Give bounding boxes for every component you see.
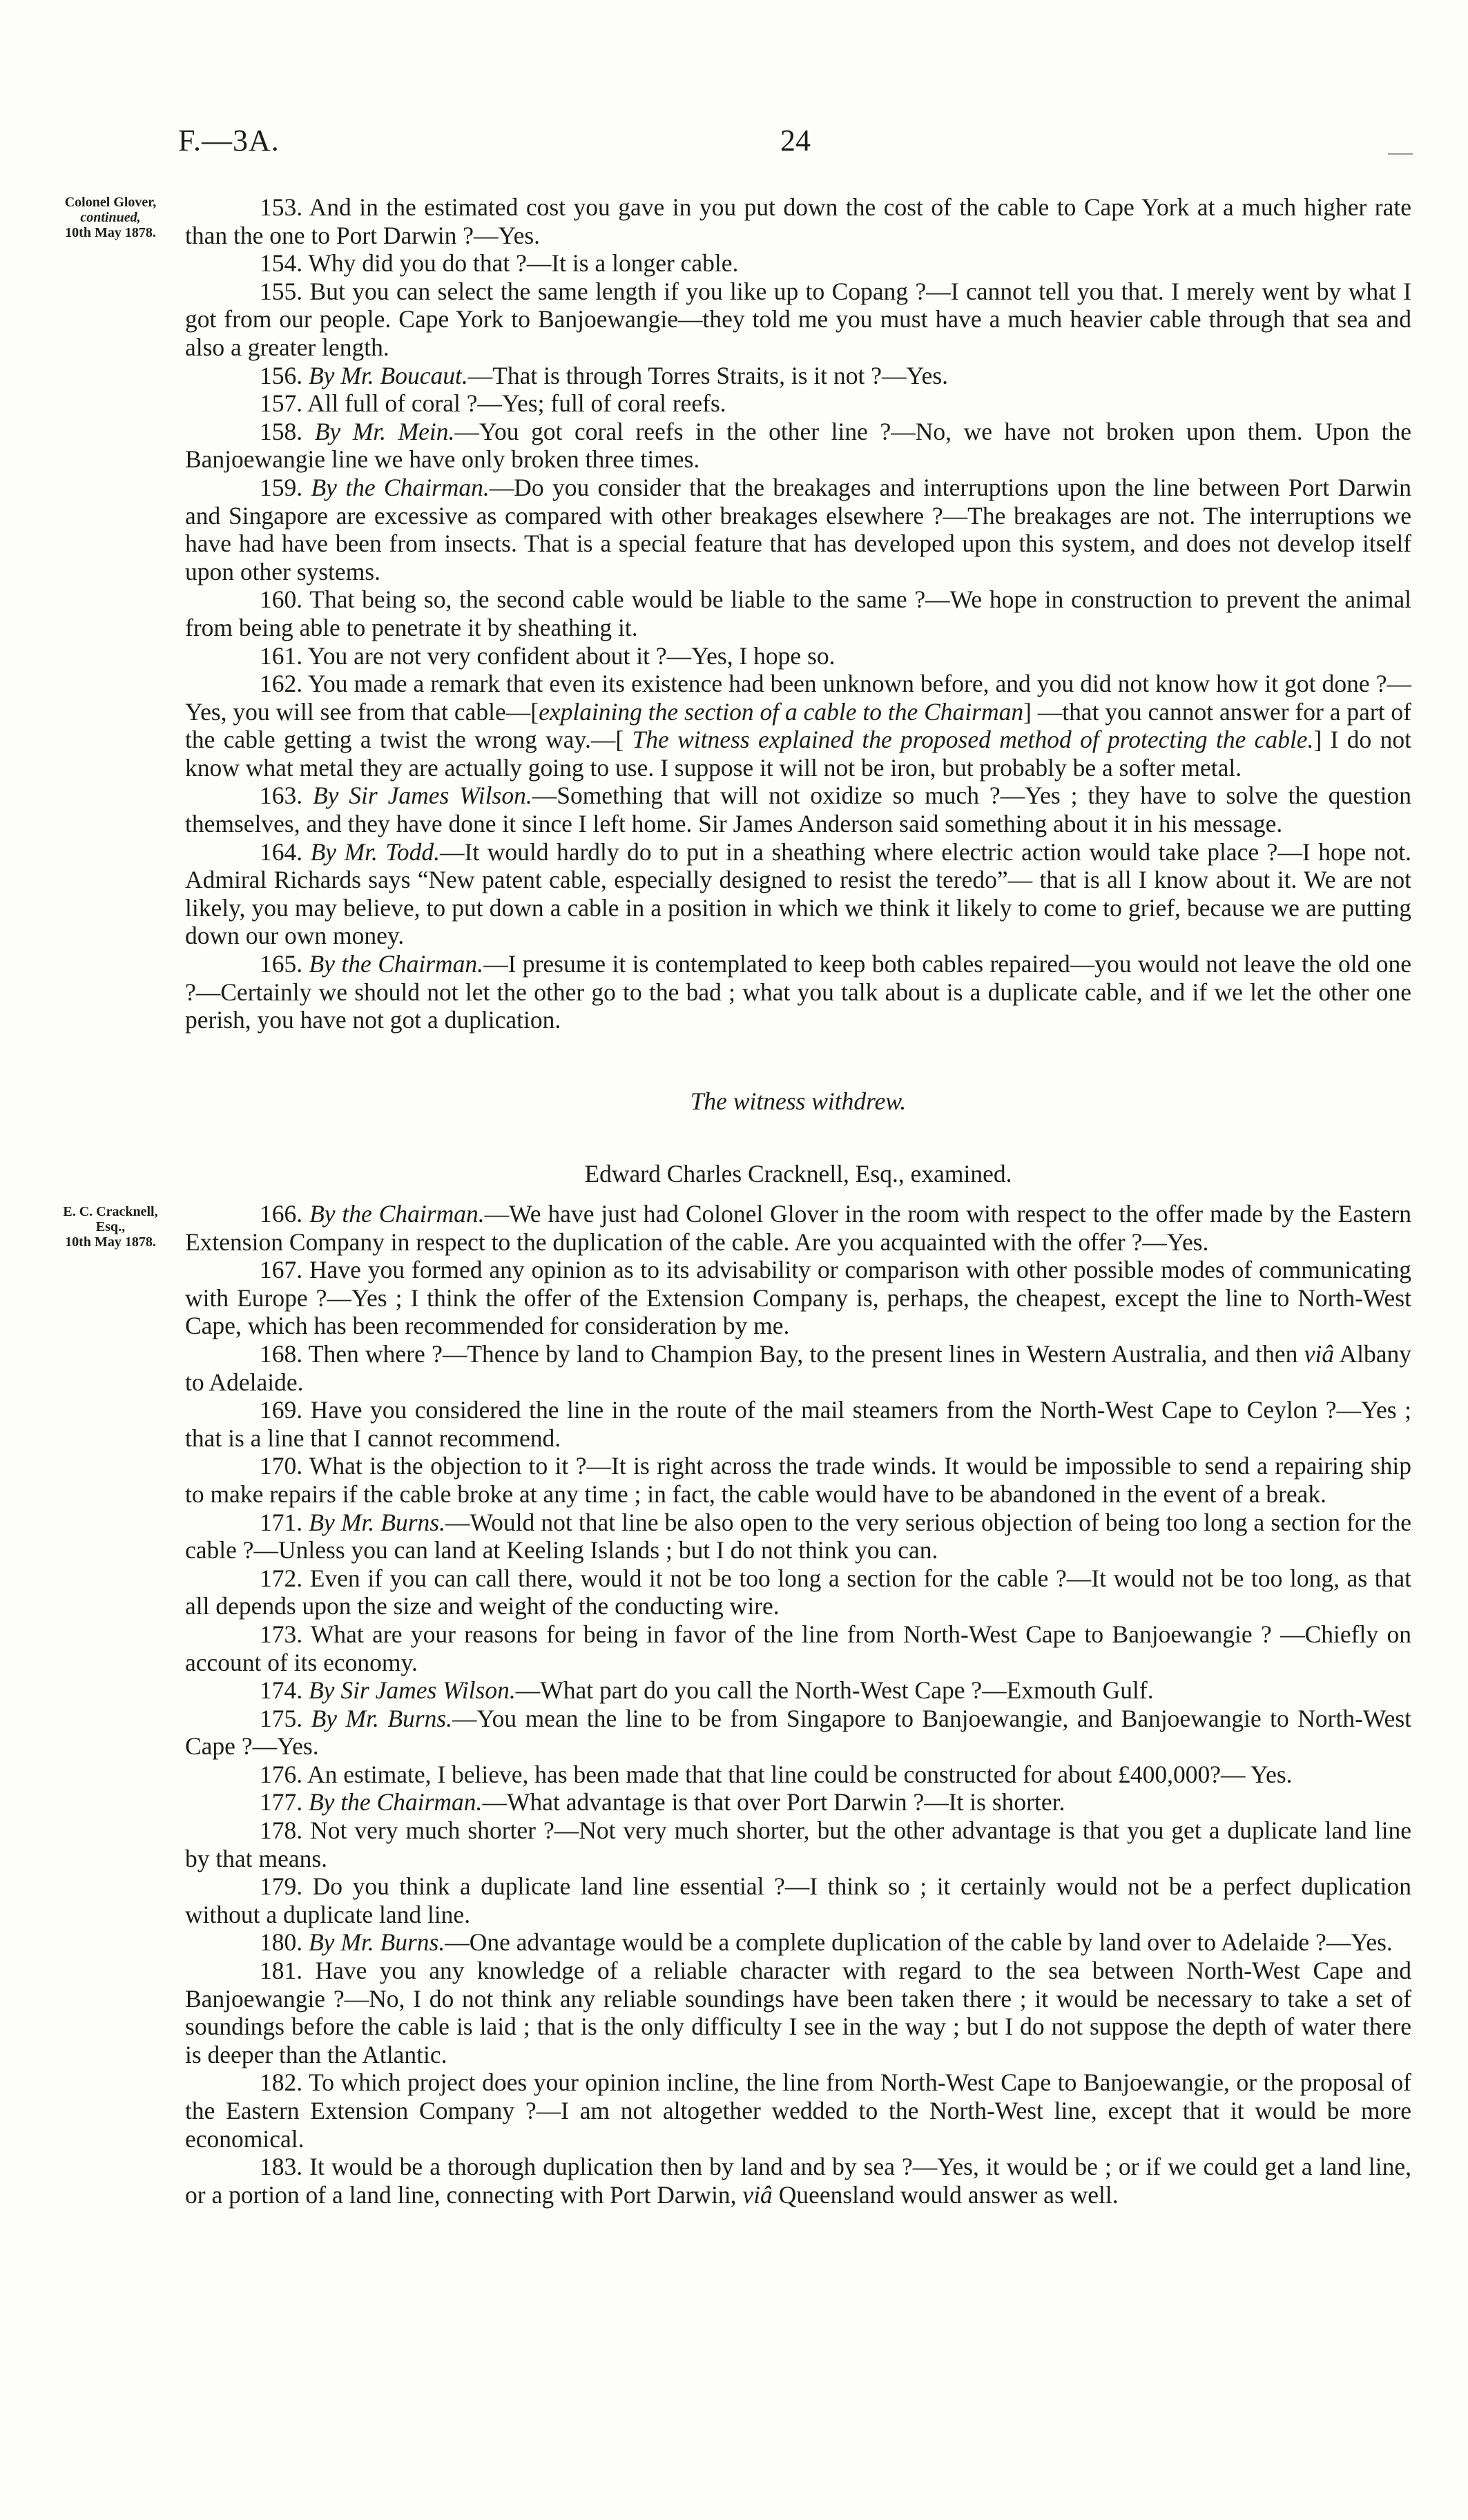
margin-note-name: E. C. Cracknell, (63, 1204, 158, 1219)
testimony-paragraph-p177: 177. By the Chairman.—What advantage is that over Port Darwin ?—It is shorter. (260, 1788, 1065, 1816)
testimony-paragraph-p158: 158. By Mr. Mein.—You got coral reefs in the other line ?—No, we have not broken upon them. Upon the Banjoewangie line we have only broken three times. (185, 417, 1411, 474)
testimony-paragraph-p153: 153. And in the estimated cost you gave in you put down the cost of the cable to Cape York at a much higher rate than the one to Port Darwin ?—Yes. (185, 193, 1411, 249)
testimony-paragraph-p167: 167. Have you formed any opinion as to its advisability or comparison with other possible modes of communicating with Europe ?—Yes ; I think the offer of the Extension Company is, perhaps, the cheapest, except the line to North-West Cape, which has been recommended for consideration by me. (185, 1256, 1411, 1340)
testimony-paragraph-p156: 156. By Mr. Boucaut.—That is through Torres Straits, is it not ?—Yes. (260, 361, 949, 389)
page-number: 24 (780, 124, 811, 157)
page-series-label: F.—3A. (178, 124, 280, 157)
testimony-paragraph-p180: 180. By Mr. Burns.—One advantage would be a complete duplication of the cable by land over to Adelaide ?—Yes. (260, 1928, 1393, 1957)
testimony-paragraph-p160: 160. That being so, the second cable would be liable to the same ?—We hope in construction to prevent the animal from being able to penetrate it by sheathing it. (185, 585, 1411, 641)
testimony-paragraph-p163: 163. By Sir James Wilson.—Something that will not oxidize so much ?—Yes ; they have to solve the question themselves, and they have done it since I left home. Sir James Anderson said something about it in his message. (185, 782, 1411, 838)
testimony-paragraph-p161: 161. You are not very confident about it ?—Yes, I hope so. (260, 641, 836, 670)
testimony-paragraph-p174: 174. By Sir James Wilson.—What part do you call the North-West Cape ?—Exmouth Gulf. (260, 1676, 1154, 1705)
testimony-paragraph-p176: 176. An estimate, I believe, has been made that that line could be constructed for about £400,000?— Yes. (260, 1760, 1293, 1788)
margin-note-date: 10th May 1878. (65, 1234, 156, 1250)
testimony-paragraph-p165: 165. By the Chairman.—I presume it is contemplated to keep both cables repaired—you would not leave the old one ?—Certainly we should not let the other go to the bad ; what you talk about is a duplicate cable, and if we let the other one perish, you have not got a duplication. (185, 950, 1411, 1034)
testimony-paragraph-p155: 155. But you can select the same length if you like up to Copang ?—I cannot tell you that. I merely went by what I got from our people. Cape York to Banjoewangie—they told me you must have a much heavier cable through that sea and also a greater length. (185, 277, 1411, 361)
testimony-section-glover (185, 193, 1411, 1034)
testimony-paragraph-p168: 168. Then where ?—Thence by land to Champion Bay, to the present lines in Western Australia, and then viâ Albany to Adelaide. (185, 1339, 1411, 1396)
margin-note-name: Colonel Glover, (64, 195, 157, 210)
margin-note-glover (41, 195, 180, 240)
testimony-paragraph-p175: 175. By Mr. Burns.—You mean the line to be from Singapore to Banjoewangie, and Banjoewangie to North-West Cape ?—Yes. (185, 1704, 1411, 1761)
testimony-paragraph-p178: 178. Not very much shorter ?—Not very much shorter, but the other advantage is that you get a duplicate land line by that means. (185, 1816, 1411, 1872)
testimony-paragraph-p154: 154. Why did you do that ?—It is a longer cable. (260, 249, 739, 278)
margin-note-esq: Esq., (95, 1219, 126, 1234)
testimony-paragraph-p173: 173. What are your reasons for being in favor of the line from North-West Cape to Banjoewangie ? —Chiefly on account of its economy. (185, 1620, 1411, 1676)
withdrew-note-block (185, 1087, 1411, 1116)
testimony-paragraph-p171: 171. By Mr. Burns.—Would not that line be also open to the very serious objection of being too long a section for the cable ?—Unless you can land at Keeling Islands ; but I do not think you can. (185, 1508, 1412, 1564)
testimony-paragraph-p164: 164. By Mr. Todd.—It would hardly do to put in a sheathing where electric action would take place ?—I hope not. Admiral Richards says “New patent cable, especially designed to resist the teredo”— that is all I know about it. We are not likely, you may believe, to put down a cable in a position in which we think it likely to come to grief, because we are putting down our own money. (185, 837, 1411, 950)
witness-examined-heading: Edward Charles Cracknell, Esq., examined. (584, 1160, 1012, 1188)
witness-withdrew: The witness withdrew. (690, 1087, 907, 1115)
testimony-paragraph-p172: 172. Even if you can call there, would it not be too long a section for the cable ?—It would not be too long, as that all depends upon the size and weight of the conducting wire. (185, 1564, 1411, 1620)
testimony-paragraph-p169: 169. Have you considered the line in the route of the mail steamers from the North-West Cape to Ceylon ?—Yes ; that is a line that I cannot recommend. (185, 1396, 1411, 1452)
margin-note-cracknell (41, 1204, 180, 1250)
examined-heading-block (185, 1160, 1411, 1188)
testimony-paragraph-p157: 157. All full of coral ?—Yes; full of coral reefs. (260, 389, 726, 418)
testimony-paragraph-p182: 182. To which project does your opinion incline, the line from North-West Cape to Banjoewangie, or the proposal of the Eastern Extension Company ?—I am not altogether wedded to the North-West line, except that it would be more economical. (185, 2068, 1411, 2153)
testimony-paragraph-p181: 181. Have you any knowledge of a reliable character with regard to the sea between North-West Cape and Banjoewangie ?—No, I do not think any reliable soundings have been taken there ; it would be necessary to take a set of soundings before the cable is laid ; that is the only difficulty I see in the way ; but I do not suppose the depth of water there is deeper than the Atlantic. (185, 1957, 1411, 2068)
testimony-paragraph-p170: 170. What is the objection to it ?—It is right across the trade winds. It would be impossible to send a repairing ship to make repairs if the cable broke at any time ; in fact, the cable would have to be abandoned in the event of a break. (185, 1452, 1411, 1508)
testimony-paragraph-p166: 166. By the Chairman.—We have just had Colonel Glover in the room with respect to the offer made by the Eastern Extension Company in respect to the duplication of the cable. Are you acquainted with the offer ?—Yes. (185, 1200, 1411, 1256)
margin-note-continued: continued, (80, 210, 141, 225)
testimony-paragraph-p162: 162. You made a remark that even its existence had been unknown before, and you did not know how it got done ?—Yes, you will see from that cable—[explaining the section of a cable to the Chairman] —that you cannot answer for a part of the cable getting a twist the wrong way.—[ The witness explained the proposed method of protecting the cable.] I do not know what metal they are actually going to use. I suppose it will not be iron, but probably be a softer metal. (185, 670, 1412, 782)
testimony-section-cracknell (185, 1200, 1411, 2209)
testimony-paragraph-p183: 183. It would be a thorough duplication then by land and by sea ?—Yes, it would be ; or if we could get a land line, or a portion of a land line, connecting with Port Darwin, viâ Queensland would answer as well. (185, 2153, 1411, 2209)
header-mark (1388, 153, 1413, 155)
margin-note-date: 10th May 1878. (65, 225, 156, 240)
testimony-paragraph-p179: 179. Do you think a duplicate land line essential ?—I think so ; it certainly would not be a perfect duplication without a duplicate land line. (185, 1872, 1411, 1928)
testimony-paragraph-p159: 159. By the Chairman.—Do you consider that the breakages and interruptions upon the line between Port Darwin and Singapore are excessive as compared with other breakages elsewhere ?—The breakages are not. The interruptions we have had have been from insects. That is a special feature that has developed upon this system, and does not develop itself upon other systems. (185, 473, 1412, 585)
